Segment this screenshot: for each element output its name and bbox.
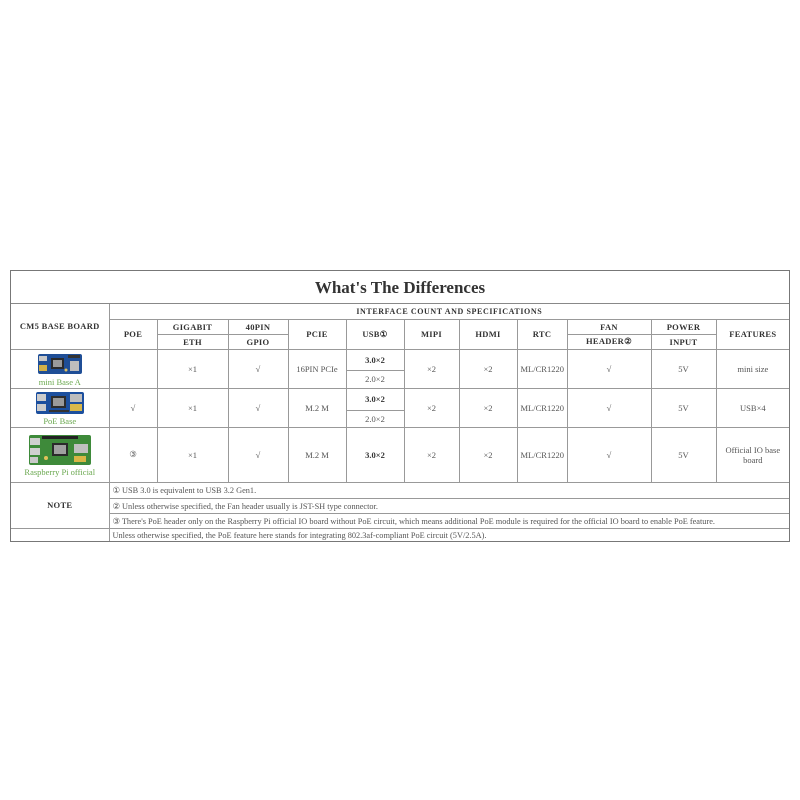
eth-cell: ×1 — [157, 388, 228, 427]
board-cell — [11, 388, 109, 427]
note-row — [11, 513, 789, 528]
poe-cell: ③ — [109, 427, 157, 482]
page-title: What's The Differences — [11, 271, 789, 304]
note-line: ① USB 3.0 is equivalent to USB 3.2 Gen1. — [109, 482, 789, 498]
poe-base-board-image — [35, 391, 85, 415]
power-cell: 5V — [651, 349, 716, 388]
note-row — [11, 528, 789, 542]
usb3-cell: 3.0×2 — [346, 388, 404, 410]
hdmi-cell: ×2 — [459, 388, 517, 427]
eth-cell: ×1 — [157, 349, 228, 388]
hdmi-cell: ×2 — [459, 427, 517, 482]
comparison-panel — [10, 270, 790, 542]
rtc-cell: ML/CR1220 — [517, 427, 567, 482]
header-rtc: RTC — [517, 319, 567, 349]
header-mipi: MIPI — [404, 319, 459, 349]
board-name: PoE Base — [43, 415, 77, 426]
header-eth-top: GIGABIT — [157, 319, 228, 334]
features-line: Official IO base — [725, 444, 781, 455]
header-board: CM5 BASE BOARD — [11, 304, 109, 349]
poe-cell — [109, 349, 157, 388]
fan-cell: √ — [567, 349, 651, 388]
poe-cell: √ — [109, 388, 157, 427]
power-cell: 5V — [651, 388, 716, 427]
header-row-top — [11, 319, 789, 334]
eth-cell: ×1 — [157, 427, 228, 482]
header-power-top: POWER — [651, 319, 716, 334]
mipi-cell: ×2 — [404, 388, 459, 427]
header-gpio-top: 40PIN — [228, 319, 288, 334]
usb3-cell: 3.0×2 — [346, 349, 404, 370]
header-poe: POE — [109, 319, 157, 349]
board-cell — [11, 427, 109, 482]
note-line: Unless otherwise specified, the PoE feature here stands for integrating 802.3af-compliant PoE circuit (5V/2.5A). — [109, 528, 789, 542]
header-fan-top: FAN — [567, 319, 651, 334]
comparison-table — [11, 304, 789, 542]
pcie-cell: 16PIN PCIe — [288, 349, 346, 388]
mini-base-a-board-image — [37, 352, 83, 376]
usb2-cell: 2.0×2 — [346, 370, 404, 388]
fan-cell: √ — [567, 427, 651, 482]
note-label-empty — [11, 528, 109, 542]
hdmi-cell: ×2 — [459, 349, 517, 388]
header-fan-bottom: HEADER② — [567, 334, 651, 349]
gpio-cell: √ — [228, 427, 288, 482]
note-row — [11, 482, 789, 498]
power-cell: 5V — [651, 427, 716, 482]
gpio-cell: √ — [228, 349, 288, 388]
header-hdmi: HDMI — [459, 319, 517, 349]
pcie-cell: M.2 M — [288, 427, 346, 482]
features-cell — [716, 427, 789, 482]
header-eth-bottom: ETH — [157, 334, 228, 349]
usb2-cell: 2.0×2 — [346, 410, 404, 427]
table-row — [11, 427, 789, 482]
header-interface-group: INTERFACE COUNT AND SPECIFICATIONS — [109, 304, 789, 319]
mipi-cell: ×2 — [404, 349, 459, 388]
raspberry-pi-official-board-image — [28, 434, 92, 466]
usb3-cell: 3.0×2 — [346, 427, 404, 482]
note-line: ③ There's PoE header only on the Raspberry Pi official IO board without PoE circuit, which means additional PoE module is required for the official IO board to enable PoE feature. — [109, 513, 789, 528]
board-cell — [11, 349, 109, 388]
table-row — [11, 388, 789, 410]
features-line: board — [743, 454, 763, 465]
rtc-cell: ML/CR1220 — [517, 388, 567, 427]
note-row — [11, 498, 789, 513]
gpio-cell: √ — [228, 388, 288, 427]
header-features: FEATURES — [716, 319, 789, 349]
board-name: Raspberry Pi official — [24, 466, 96, 477]
pcie-cell: M.2 M — [288, 388, 346, 427]
note-line: ② Unless otherwise specified, the Fan header usually is JST-SH type connector. — [109, 498, 789, 513]
rtc-cell: ML/CR1220 — [517, 349, 567, 388]
header-power-bottom: INPUT — [651, 334, 716, 349]
header-gpio-bottom: GPIO — [228, 334, 288, 349]
header-pcie: PCIE — [288, 319, 346, 349]
board-name: mini Base A — [38, 376, 81, 387]
table-row — [11, 349, 789, 370]
note-label: NOTE — [11, 482, 109, 528]
fan-cell: √ — [567, 388, 651, 427]
header-row-group — [11, 304, 789, 319]
header-usb: USB① — [346, 319, 404, 349]
mipi-cell: ×2 — [404, 427, 459, 482]
features-cell: USB×4 — [716, 388, 789, 427]
features-cell: mini size — [716, 349, 789, 388]
